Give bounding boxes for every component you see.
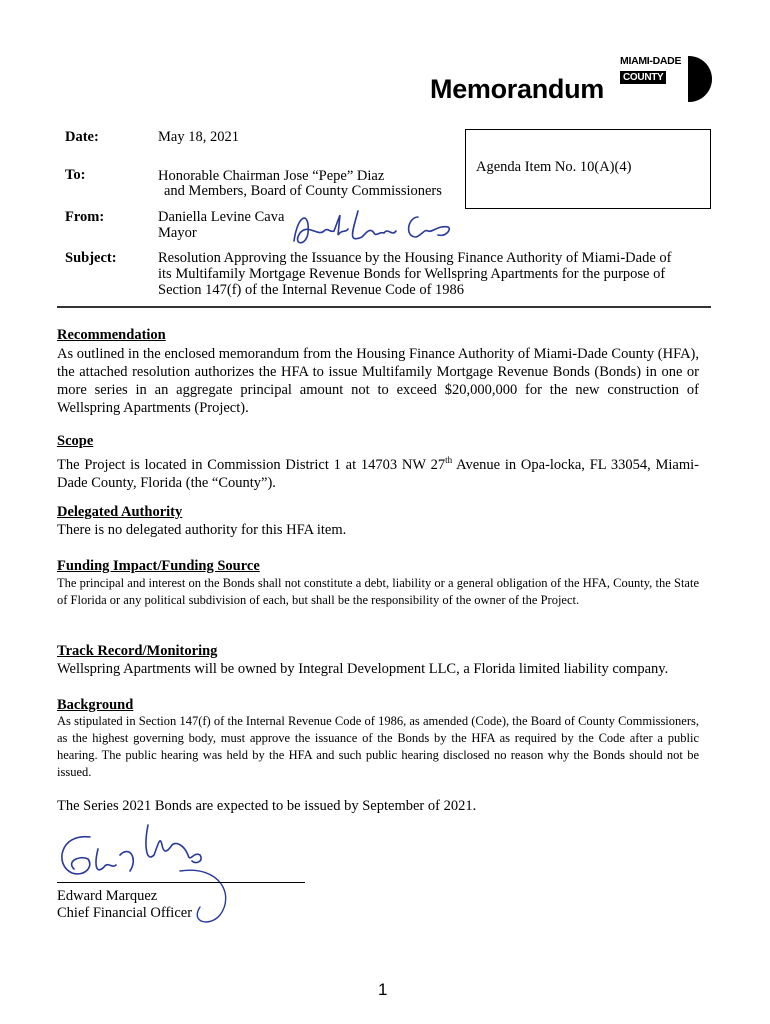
miami-dade-county-logo <box>620 56 712 104</box>
page-number: 1 <box>378 980 388 999</box>
from-line-1: Daniella Levine Cava <box>158 209 285 225</box>
signer-name: Edward Marquez <box>57 888 158 904</box>
track-record-heading: Track Record/Monitoring <box>57 643 218 659</box>
track-record-text: Wellspring Apartments will be owned by Integral Development LLC, a Florida limited liability company. <box>57 661 669 677</box>
to-line-2: and Members, Board of County Commissioners <box>164 183 442 199</box>
background-text: As stipulated in Section 147(f) of the Internal Revenue Code of 1986, as amended (Code), the Board of County Commissioners, as the highest governing body, must approve the issuance of the Bonds by the HFA as required by the Code after a public hearing. The public hearing was held by the HFA and such public hearing disclosed no reason why the Bonds should not be issued. <box>57 714 699 779</box>
funding-text: The principal and interest on the Bonds shall not constitute a debt, liability or a general obligation of the HFA, County, the State of Florida or any political subdivision of each, but shall be the responsibility of the owner of the Project. <box>57 576 699 607</box>
subject-label: Subject: <box>65 250 117 266</box>
recommendation-heading: Recommendation <box>57 327 166 343</box>
date-value: May 18, 2021 <box>158 129 239 145</box>
from-label: From: <box>65 209 105 225</box>
logo-text-line2: COUNTY <box>620 71 666 84</box>
scope-heading: Scope <box>57 433 94 449</box>
to-label: To: <box>65 167 86 183</box>
background-heading: Background <box>57 697 134 713</box>
logo-text-line1: MIAMI-DADE <box>620 55 682 67</box>
scope-text <box>57 451 699 492</box>
funding-heading: Funding Impact/Funding Source <box>57 558 260 574</box>
agenda-item-number: Agenda Item No. 10(A)(4) <box>476 159 632 175</box>
recommendation-text: As outlined in the enclosed memorandum from the Housing Finance Authority of Miami-Dade County (HFA), the attached resolution authorizes the HFA to issue Multifamily Mortgage Revenue Bonds (Bonds) in one or more series in an aggregate principal amount not to exceed $20,000,000 for the new construction of Wellspring Apartments (Project). <box>57 346 699 416</box>
scope-text-part1: The Project is located in Commission District 1 at 14703 NW 27 <box>57 456 446 473</box>
delegated-authority-heading: Delegated Authority <box>57 504 183 520</box>
scope-text-superscript: th <box>445 455 453 465</box>
scope-text-part2: Avenue in Opa-locka, FL 33054, Miami-Dade County, Florida (the “County”). <box>57 456 699 491</box>
signer-title: Chief Financial Officer <box>57 905 193 921</box>
delegated-authority-text: There is no delegated authority for this HFA item. <box>57 522 347 538</box>
subject-line-3: Section 147(f) of the Internal Revenue Code of 1986 <box>158 282 465 298</box>
series-text: The Series 2021 Bonds are expected to be issued by September of 2021. <box>57 798 477 814</box>
mayor-signature <box>288 203 468 253</box>
signature-line <box>57 882 305 883</box>
to-line-1: Honorable Chairman Jose “Pepe” Diaz <box>158 168 385 184</box>
from-line-2: Mayor <box>158 225 197 241</box>
date-label: Date: <box>65 129 99 145</box>
memorandum-title: Memorandum <box>430 74 605 104</box>
header-divider <box>57 306 711 308</box>
subject-line-2: its Multifamily Mortgage Revenue Bonds for Wellspring Apartments for the purpose of <box>158 266 666 282</box>
subject-line-1: Resolution Approving the Issuance by the Housing Finance Authority of Miami-Dade of <box>158 250 672 266</box>
